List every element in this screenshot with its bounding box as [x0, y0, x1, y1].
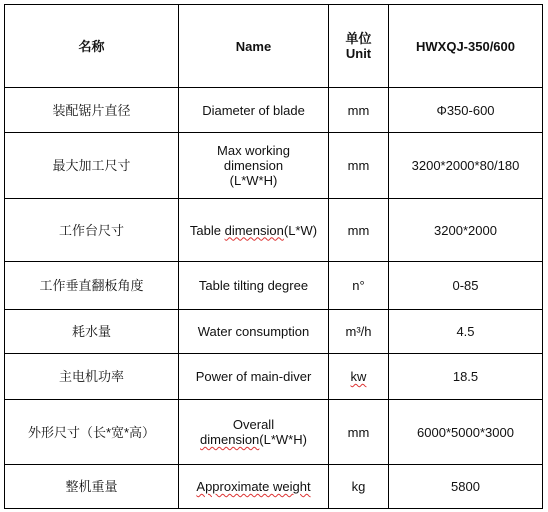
header-en-name: Name — [179, 5, 329, 88]
row-cn-label: 工作台尺寸 — [5, 199, 179, 262]
row-en-label: Max working dimension (L*W*H) — [179, 133, 329, 199]
row-en-label: Power of main-diver — [179, 354, 329, 400]
table-row — [5, 310, 543, 354]
row-en-label: Water consumption — [179, 310, 329, 354]
row-cn-label: 外形尺寸（长*宽*高） — [5, 400, 179, 465]
header-unit-en: Unit — [345, 46, 372, 61]
row-unit: kg — [329, 465, 389, 509]
row-value: Φ350-600 — [389, 88, 543, 133]
table-row — [5, 354, 543, 400]
row-cn-label: 工作垂直翻板角度 — [5, 262, 179, 310]
row-value: 4.5 — [389, 310, 543, 354]
row-unit: mm — [329, 199, 389, 262]
header-cn-name: 名称 — [5, 5, 179, 88]
row-value: 6000*5000*3000 — [389, 400, 543, 465]
spec-table — [4, 4, 543, 509]
table-row — [5, 199, 543, 262]
table-row — [5, 133, 543, 199]
row-cn-label: 整机重量 — [5, 465, 179, 509]
header-row — [5, 5, 543, 88]
header-unit-cn: 单位 — [345, 31, 372, 46]
row-en-label: Table dimension(L*W) — [179, 199, 329, 262]
row-cn-label: 主电机功率 — [5, 354, 179, 400]
row-cn-label: 耗水量 — [5, 310, 179, 354]
row-unit: mm — [329, 133, 389, 199]
row-cn-label: 最大加工尺寸 — [5, 133, 179, 199]
row-unit: n° — [329, 262, 389, 310]
row-en-label: Diameter of blade — [179, 88, 329, 133]
row-unit: mm — [329, 88, 389, 133]
header-model: HWXQJ-350/600 — [389, 5, 543, 88]
row-unit: m³/h — [329, 310, 389, 354]
row-en-label: Approximate weight — [179, 465, 329, 509]
row-value: 5800 — [389, 465, 543, 509]
row-en-label: Overall dimension(L*W*H) — [179, 400, 329, 465]
table-row — [5, 465, 543, 509]
header-unit — [329, 5, 389, 88]
row-value: 18.5 — [389, 354, 543, 400]
table-row — [5, 400, 543, 465]
row-unit: mm — [329, 400, 389, 465]
table-row — [5, 262, 543, 310]
table-row — [5, 88, 543, 133]
row-cn-label: 装配锯片直径 — [5, 88, 179, 133]
row-unit: kw — [329, 354, 389, 400]
row-value: 0-85 — [389, 262, 543, 310]
row-value: 3200*2000 — [389, 199, 543, 262]
row-en-label: Table tilting degree — [179, 262, 329, 310]
row-value: 3200*2000*80/180 — [389, 133, 543, 199]
